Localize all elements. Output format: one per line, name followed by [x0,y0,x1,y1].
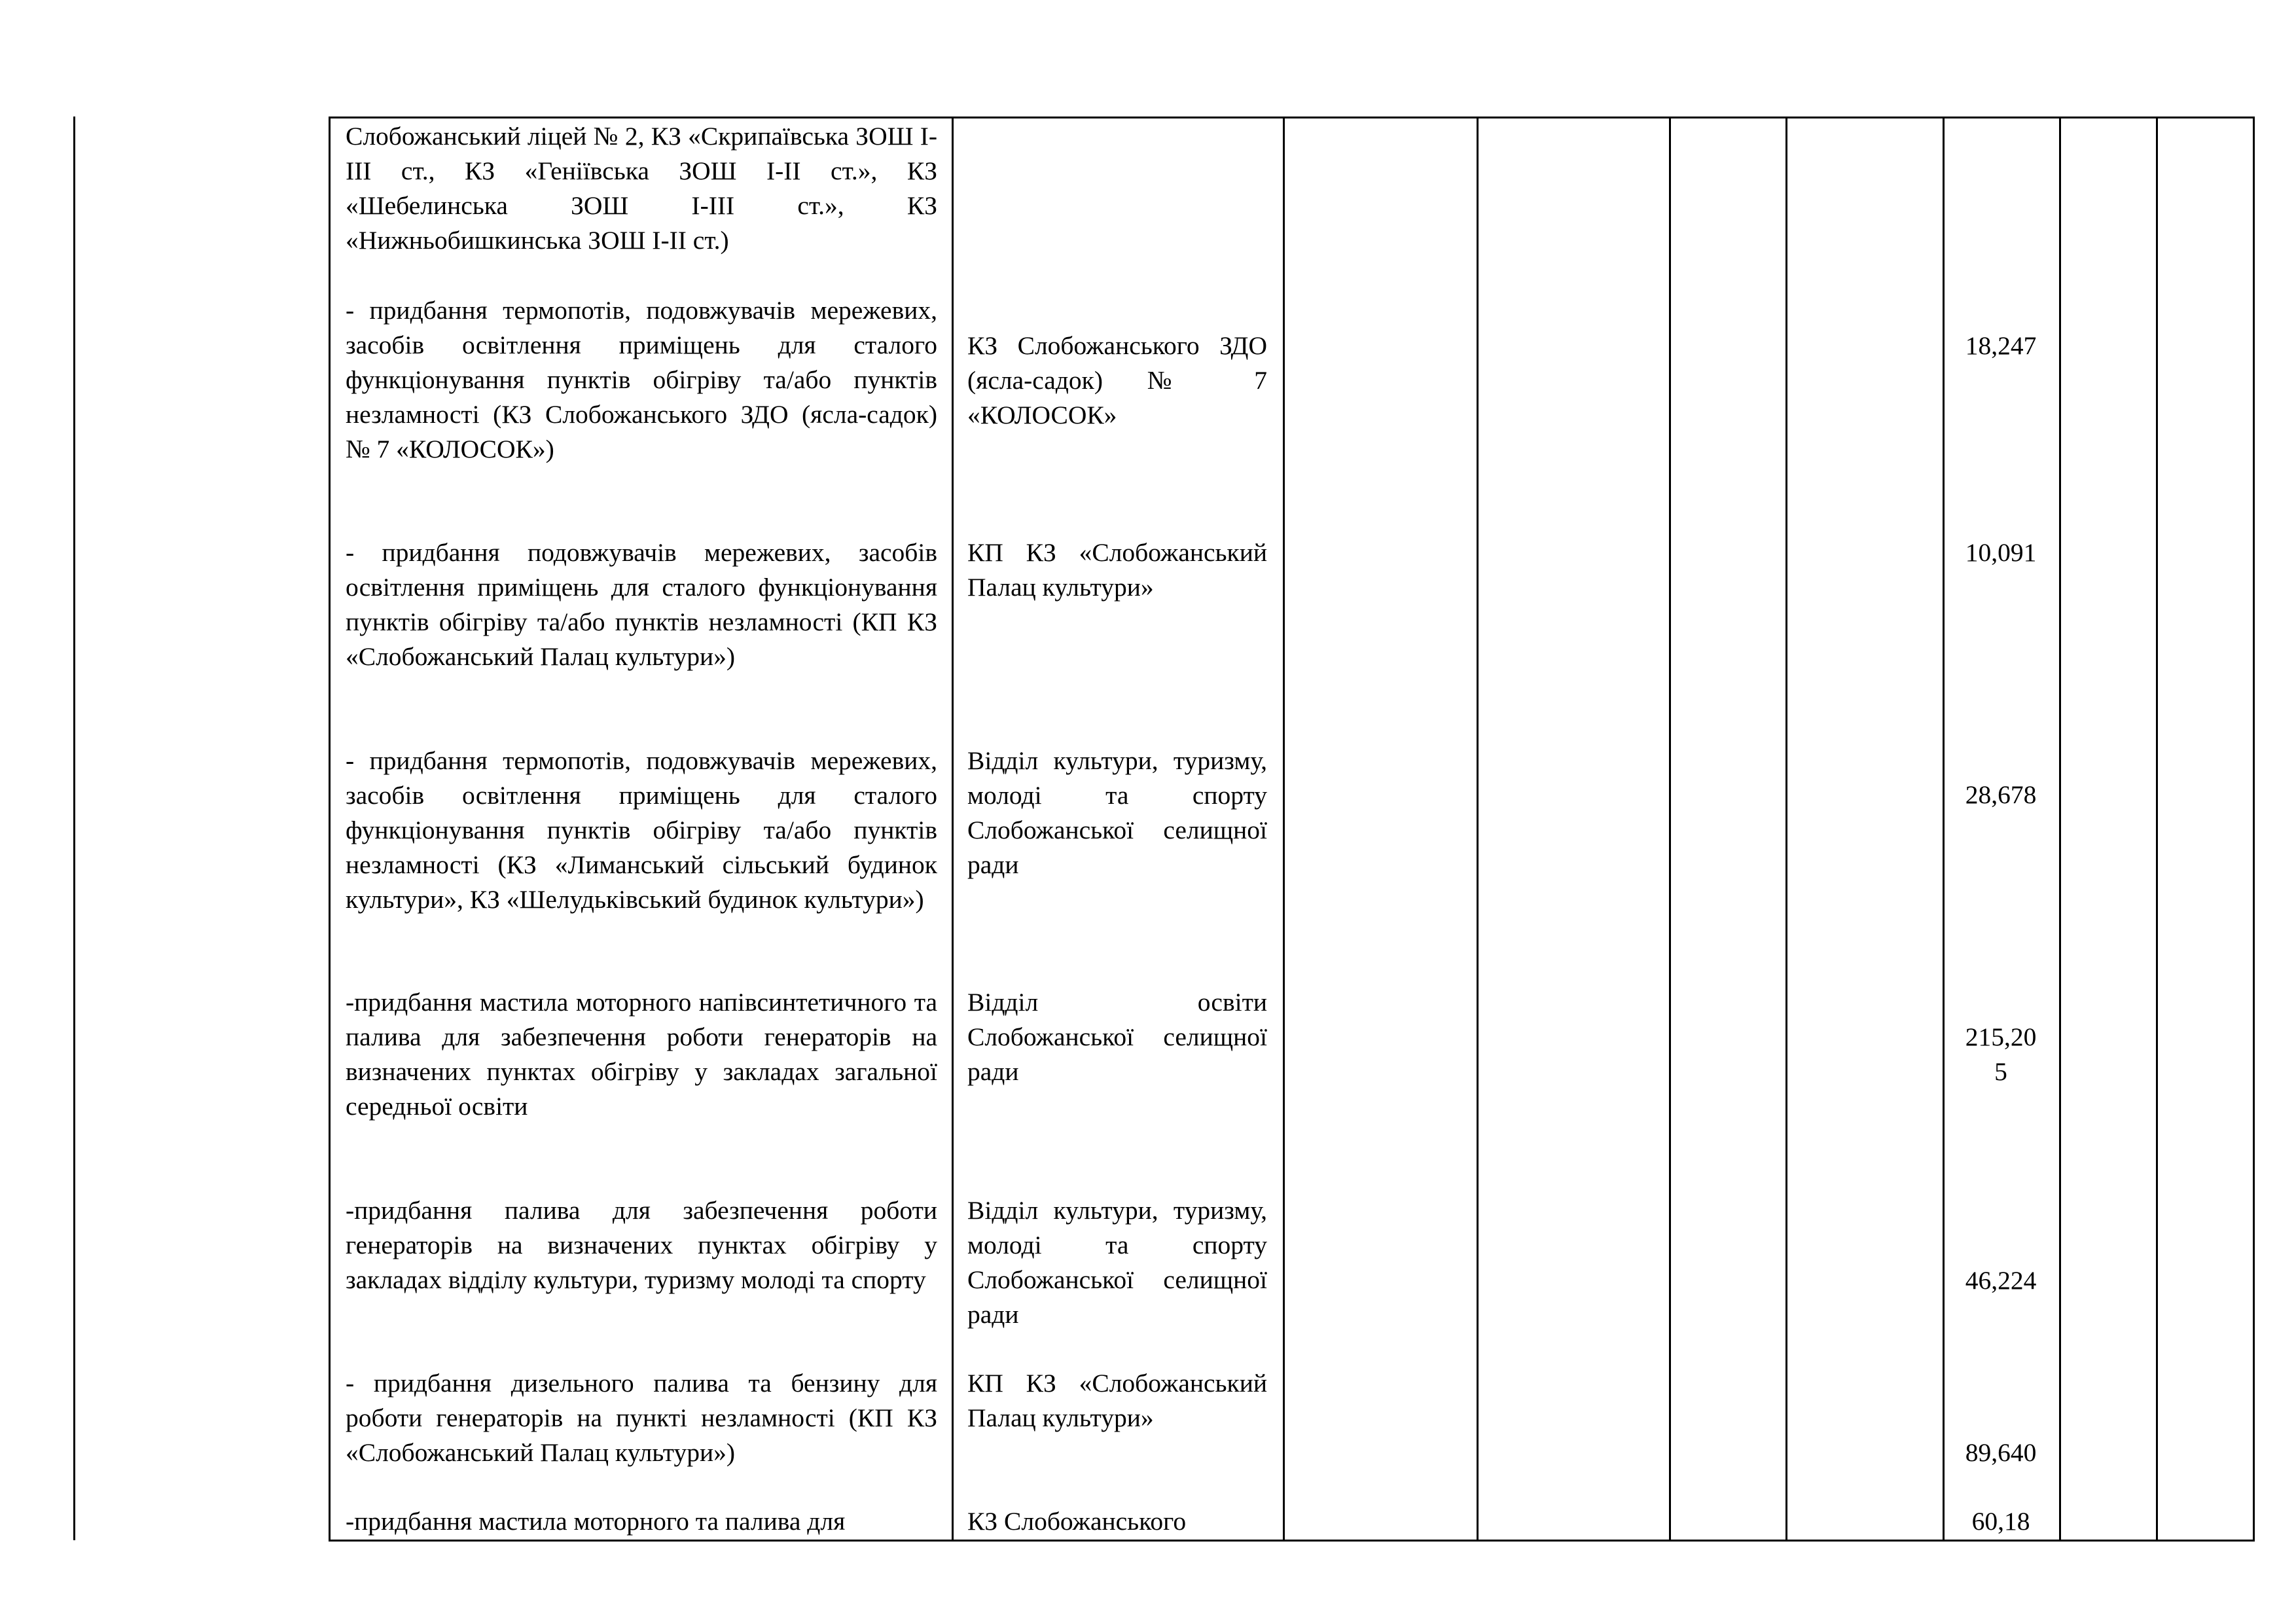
table-bottom-border [329,1540,2254,1542]
page-margin-line [73,117,75,1540]
table-col-border [2253,117,2255,1542]
executor: Відділ культури, туризму, молоді та спорту Слобожанської селищної ради [967,1196,1267,1329]
table-top-border [329,117,2254,118]
table-col-border [952,117,954,1542]
executor: КП КЗ «Слобожанський Палац культури» [967,1369,1267,1432]
table-col-border [1283,117,1285,1542]
table-col-border [1785,117,1787,1542]
amount-value: 89,640 [1965,1438,2037,1467]
measure-description: -придбання мастила моторного напівсинтетичного та палива для забезпечення роботи генераторів на визначених пунктах обігріву у закладах загальної середньої освіти [346,988,937,1121]
measure-description: -придбання мастила моторного та палива для [346,1507,846,1536]
executor: КП КЗ «Слобожанський Палац культури» [967,538,1267,602]
amount-value: 60,18 [1971,1507,2030,1536]
measure-description: Слобожанський ліцей № 2, КЗ «Скрипаївська ЗОШ І-ІІІ ст., КЗ «Геніївська ЗОШ І-ІІ ст.», КЗ «Шебелинська ЗОШ І-ІІІ ст.», КЗ «Нижньобишкинська ЗОШ І-ІІ ст.) [346,122,937,255]
measure-description: - придбання подовжувачів мережевих, засобів освітлення приміщень для сталого функціонування пунктів обігріву та/або пунктів незламності (КП КЗ «Слобожанський Палац культури») [346,538,937,671]
table-col-border [1477,117,1479,1542]
executor: Відділ освіти Слобожанської селищної ради [967,988,1267,1086]
table-col-border [329,117,331,1542]
executor: КЗ Слобожанського [967,1507,1187,1536]
executor: КЗ Слобожанського ЗДО (ясла-садок) № 7 «КОЛОСОК» [967,331,1267,429]
executor: Відділ культури, туризму, молоді та спорту Слобожанської селищної ради [967,746,1267,879]
table-col-border [2156,117,2158,1542]
table-col-border [1943,117,1945,1542]
measure-description: -придбання палива для забезпечення роботи генераторів на визначених пунктах обігріву у закладах відділу культури, туризму молоді та спорту [346,1196,937,1294]
amount-value: 46,224 [1965,1266,2037,1295]
amount-value: 28,678 [1965,780,2037,809]
table-col-border [2059,117,2061,1542]
amount-value: 215,20 5 [1965,1022,2037,1086]
measure-description: - придбання дизельного палива та бензину для роботи генераторів на пункті незламності (КП КЗ «Слобожанський Палац культури») [346,1369,937,1467]
measure-description: - придбання термопотів, подовжувачів мережевих, засобів освітлення приміщень для сталого функціонування пунктів обігріву та/або пунктів незламності (КЗ Слобожанського ЗДО (ясла-садок) № 7 «КОЛОСОК») [346,296,937,463]
amount-value: 18,247 [1965,331,2037,360]
amount-value: 10,091 [1965,538,2037,567]
measure-description: - придбання термопотів, подовжувачів мережевих, засобів освітлення приміщень для сталого функціонування пунктів обігріву та/або пунктів незламності (КЗ «Лиманський сільський будинок культури», КЗ «Шелудьківський будинок культури») [346,746,937,914]
table-col-border [1669,117,1671,1542]
